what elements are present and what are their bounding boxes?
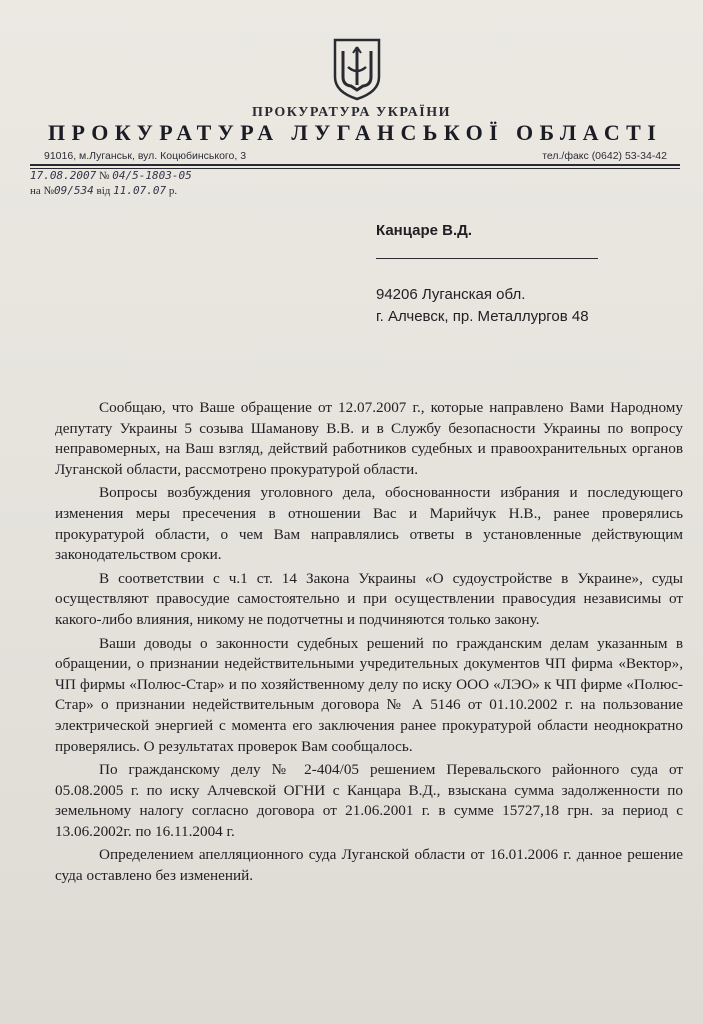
recipient-name: Канцаре В.Д.: [376, 222, 473, 239]
body-paragraph-1: Сообщаю, что Ваше обращение от 12.07.2007 г., которые направлено Вами Народному депутату Украины 5 созыва Шаманову В.В. и в Службу безопасности Украины по вопросу неправомерных, на Ваш взгляд, действий работников судебных и правоохранительных органов Луганской области, рассмотрено прокуратурой области.: [55, 399, 683, 478]
outgoing-number: 04/5-1803-05: [112, 169, 192, 182]
trident-emblem-icon: [331, 37, 383, 101]
body-paragraph-5: По гражданскому делу № 2-404/05 решением Перевальского районного суда от 05.08.2005 г. по иску Алчевской ОГНИ с Канцара В.Д., взыскана сумма задолженности по земельному налогу согласно договора от 21.06.2001 г. в сумме 15727,18 грн. за период с 13.06.2002г. по 16.11.2004 г.: [55, 761, 683, 840]
outgoing-registration: [30, 169, 192, 182]
incoming-reference: [30, 184, 177, 197]
incoming-prefix: на №: [30, 185, 55, 197]
office-address: 91016, м.Луганськ, вул. Коцюбинського, 3: [44, 150, 247, 162]
outgoing-date: 17.08.2007: [30, 169, 97, 182]
ministry-title: ПРОКУРАТУРА УКРАЇНИ: [251, 105, 452, 120]
body-paragraph-3: В соответствии с ч.1 ст. 14 Закона Украины «О судоустройстве в Украине», суды осуществляют правосудие самостоятельно и при осуществлении правосудия независимы от какого-либо влияния, никому не подотчетны и подчиняются только закону.: [55, 569, 683, 628]
office-title: ПРОКУРАТУРА ЛУГАНСЬКОЇ ОБЛАСТІ: [48, 120, 663, 145]
recipient-address: [376, 284, 589, 328]
body-paragraph-4: Ваши доводы о законности судебных решений по гражданским делам указанным в обращении, о признании недействительными учредительных документов ЧП фирма «Вектор», ЧП фирмы «Полюс-Стар» и по хозяйственному делу по иску ООО «ЛЭО» к ЧП фирме «Полюс-Стар» о признании недействительным договора № А 5146 от 01.10.2002 г. на пользование электрической энергией с момента его заключения ранее прокуратурой области неоднократно проверялись. О результатах проверок Вам сообщалось.: [55, 634, 683, 755]
incoming-number: 09/534: [54, 184, 94, 197]
office-phone: тел./факс (0642) 53-34-42: [542, 150, 667, 162]
incoming-date: 11.07.07: [113, 184, 167, 197]
body-paragraph-6: Определением апелляционного суда Луганской области от 16.01.2006 г. данное решение суда оставлено без изменений.: [55, 846, 683, 885]
recipient-address-line2: г. Алчевск, пр. Металлургов 48: [376, 308, 589, 325]
letter-body: [55, 398, 683, 890]
recipient-address-line1: 94206 Луганская обл.: [376, 286, 526, 303]
incoming-date-label: від: [96, 185, 111, 197]
header-rule: [30, 164, 680, 166]
recipient-underline: [376, 258, 598, 259]
outgoing-number-label: №: [98, 170, 110, 182]
body-paragraph-2: Вопросы возбуждения уголовного дела, обоснованности избрания и последующего изменения меры пресечения в отношении Вас и Марийчук Н.В., ранее проверялись прокуратурой области, о чем Вам направлялись ответы в установленные действующим законодательством сроки.: [55, 484, 683, 564]
incoming-suffix: р.: [168, 185, 178, 197]
